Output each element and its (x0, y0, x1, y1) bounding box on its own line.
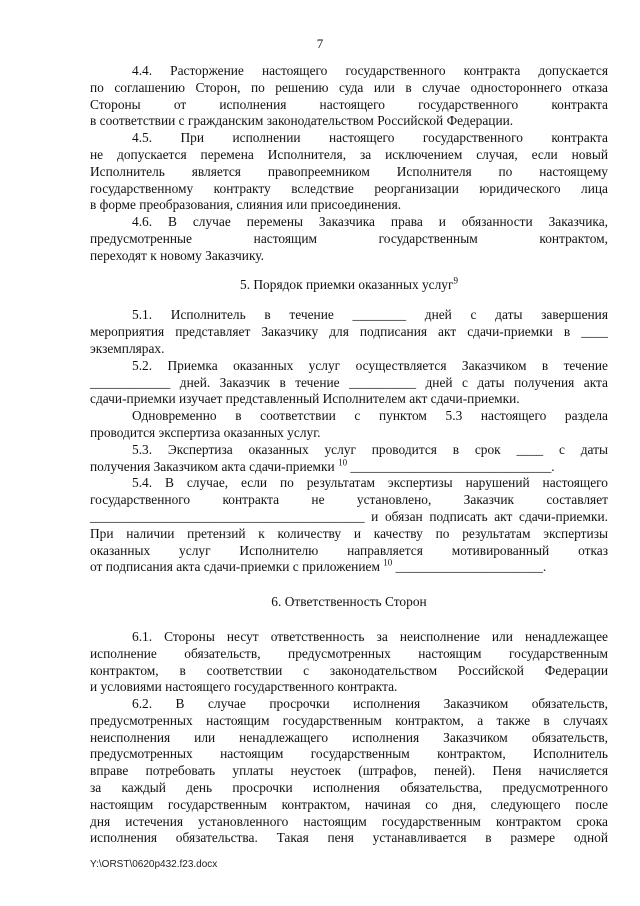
clause-5-4-line-5: оказанных услуг Исполнителю направляется мотивированный отказ (90, 542, 608, 558)
clause-6-1-line-4: и условиями настоящего государственного контракта. (90, 679, 398, 695)
section-6-heading: 6. Ответственность Сторон (271, 594, 427, 610)
clause-6-2-line-4: предусмотренных настоящим государственным контрактом, Исполнитель (90, 746, 608, 762)
page-number: 7 (316, 36, 324, 51)
clause-5-2b-line-1: Одновременно в соответствии с пунктом 5.3 настоящего раздела (132, 408, 608, 424)
clause-5-1-line-1: 5.1. Исполнитель в течение ________ дней с даты завершения (132, 307, 608, 323)
clause-5-4-line-1: 5.4. В случае, если по результатам экспертизы нарушений настоящего (132, 475, 608, 491)
clause-5-1 (90, 307, 608, 357)
clause-5-4-line-2: государственного контракта не установлено, Заказчик составляет (90, 492, 608, 508)
footnote-ref-9: 9 (453, 275, 458, 286)
footnote-ref-10b: 10 (383, 557, 393, 568)
clause-5-4-line-6-text: от подписания акта сдачи-приемки с приложением (90, 559, 384, 575)
clause-5-4-blank: ______________________. (392, 559, 547, 575)
clause-4-5-line-4: государственному контракту вследствие реорганизации юридического лица (90, 180, 608, 196)
section-5-heading (90, 277, 608, 294)
clause-6-2-line-7: настоящим государственным контрактом, начиная со дня, следующего после (90, 796, 608, 812)
clause-6-2-line-3: неисполнения или ненадлежащего исполнения Заказчиком обязательств, (90, 729, 608, 745)
clause-4-6-line-2: предусмотренные настоящим государственным контрактом, (90, 230, 608, 246)
clause-6-1-line-1: 6.1. Стороны несут ответственность за неисполнение или ненадлежащее (132, 628, 608, 644)
clause-6-1 (90, 629, 608, 696)
document-body (90, 63, 608, 847)
clause-4-6 (90, 214, 608, 264)
clause-5-4 (90, 475, 608, 576)
clause-5-2 (90, 358, 608, 408)
clause-5-2-line-3: сдачи-приемки изучает представленный Исполнителем акт сдачи-приемки. (90, 391, 520, 407)
clause-6-2-line-6: за каждый день просрочки исполнения обязательства, предусмотренного (90, 780, 608, 796)
clause-4-6-line-1: 4.6. В случае перемены Заказчика права и обязанности Заказчика, (132, 214, 608, 230)
clause-5-4-line-3: _________________________________________ и обязан подписать акт сдачи-приемки. (90, 508, 608, 524)
clause-5-2b-line-2: проводится экспертиза оказанных услуг. (90, 424, 321, 440)
clause-5-3-line-2 (90, 459, 608, 476)
clause-5-1-line-3: экземплярах. (90, 340, 165, 356)
clause-6-2-line-2: предусмотренных настоящим государственным контрактом, а также в случаях (90, 712, 608, 728)
clause-6-2-line-9: исполнения обязательства. Такая пеня устанавливается в размере одной (90, 830, 608, 846)
clause-4-5 (90, 130, 608, 214)
clause-6-2 (90, 696, 608, 847)
clause-5-3-line-1: 5.3. Экспертиза оказанных услуг проводится в срок ____ с даты (132, 441, 608, 457)
clause-4-4-line-3: Стороны от исполнения настоящего государственного контракта (90, 96, 608, 112)
clause-5-2-continued (90, 408, 608, 442)
clause-4-6-line-3: переходят к новому Заказчику. (90, 247, 264, 263)
clause-4-5-line-3: Исполнитель является правопреемником Исполнителя по настоящему (90, 163, 608, 179)
clause-5-3-line-2-text: получения Заказчиком акта сдачи-приемки (90, 458, 339, 474)
clause-4-5-line-2: не допускается перемена Исполнителя, за исключением случая, если новый (90, 146, 608, 162)
clause-4-4-line-4: в соответствии с гражданским законодательством Российской Федерации. (90, 113, 514, 129)
clause-5-2-line-2: ____________ дней. Заказчик в течение __________ дней с даты получения акта (90, 374, 608, 390)
clause-5-3-blank: ______________________________. (347, 458, 555, 474)
clause-6-2-line-1: 6.2. В случае просрочки исполнения Заказчиком обязательств, (132, 696, 608, 712)
clause-5-3 (90, 442, 608, 476)
clause-6-1-line-2: исполнение обязательств, предусмотренных настоящим государственным (90, 645, 608, 661)
clause-5-4-line-6 (90, 559, 608, 576)
file-path-footer: Y:\ORST\0620p432.f23.docx (90, 859, 218, 870)
clause-6-2-line-5: вправе потребовать уплаты неустоек (штрафов, пеней). Пеня начисляется (90, 763, 608, 779)
clause-4-4 (90, 63, 608, 130)
clause-5-1-line-2: мероприятия представляет Заказчику для подписания акт сдачи-приемки в ____ (90, 324, 608, 340)
clause-6-1-line-3: контрактом, в соответствии с законодательством Российской Федерации (90, 662, 608, 678)
clause-4-4-line-2: по соглашению Сторон, по решению суда или в случае одностороннего отказа (90, 79, 608, 95)
clause-4-5-line-1: 4.5. При исполнении настоящего государственного контракта (132, 130, 608, 146)
clause-5-2-line-1: 5.2. Приемка оказанных услуг осуществляется Заказчиком в течение (132, 357, 608, 373)
clause-4-5-line-5: в форме преобразования, слияния или присоединения. (90, 197, 402, 213)
clause-4-4-line-1: 4.4. Расторжение настоящего государственного контракта допускается (132, 63, 608, 78)
section-5-title: 5. Порядок приемки оказанных услуг (240, 276, 454, 292)
clause-6-2-line-8: дня истечения установленного настоящим государственным контрактом срока (90, 813, 608, 829)
footnote-ref-10: 10 (338, 457, 348, 468)
clause-5-4-line-4: При наличии претензий к количеству и качеству по результатам экспертизы (90, 525, 608, 541)
